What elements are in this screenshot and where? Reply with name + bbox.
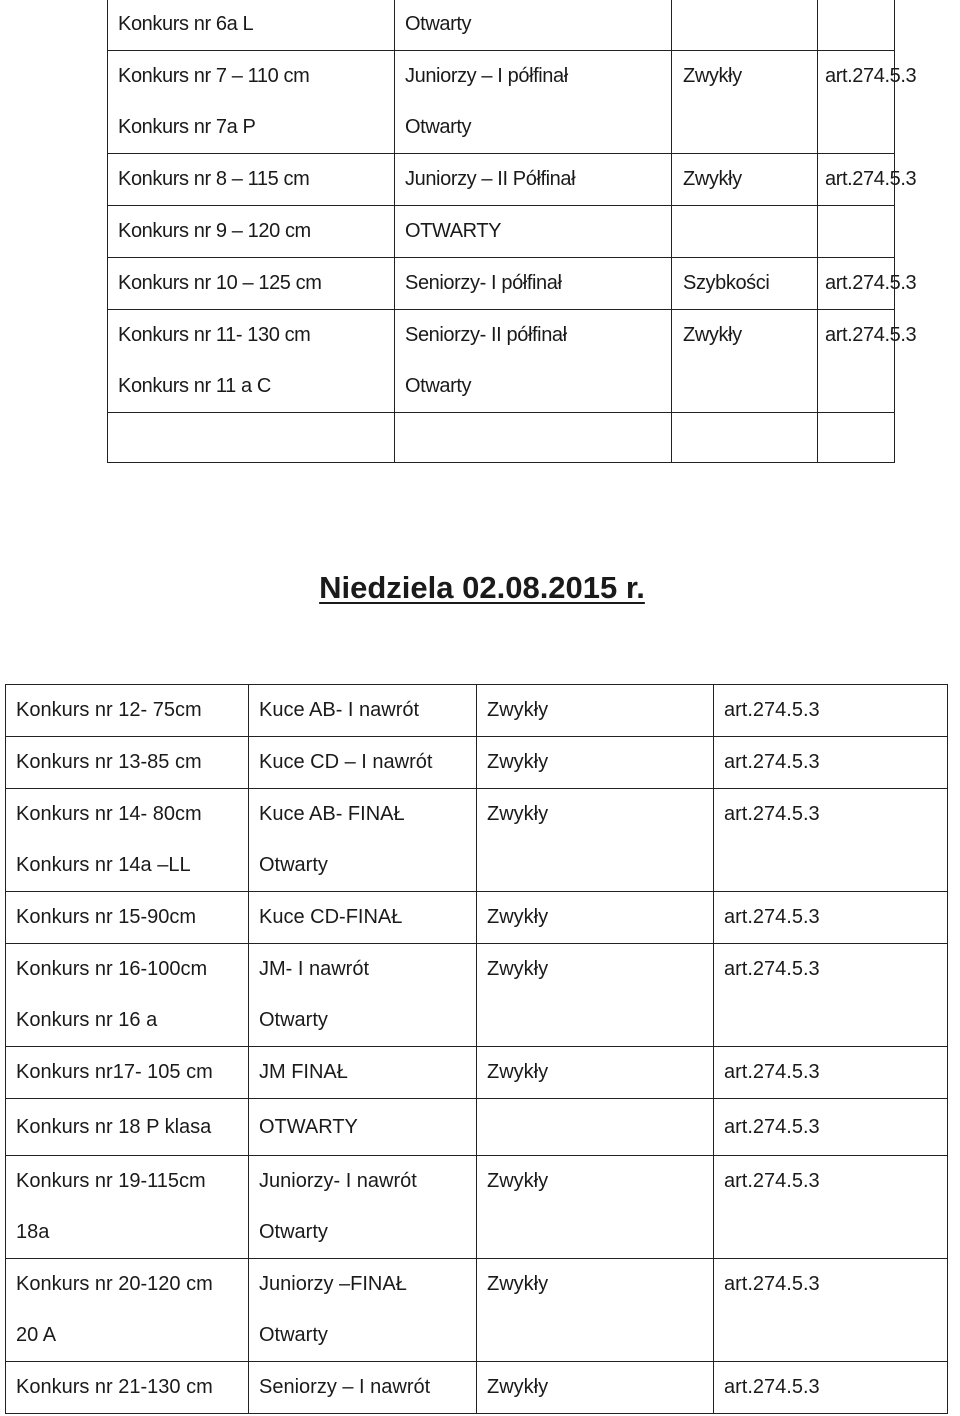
cell-text: Konkurs nr 19-115cm: [16, 1170, 206, 1192]
cell-text: Konkurs nr 7 – 110 cm: [118, 65, 310, 87]
table-row: [108, 154, 895, 206]
cell-text: Zwykły: [487, 1376, 549, 1398]
cell-text: art.274.5.3: [724, 906, 820, 928]
cell-text: Zwykły: [487, 1061, 549, 1083]
table-cell: [6, 1259, 249, 1362]
cell-text: Szybkości: [683, 272, 770, 294]
cell-text: art.274.5.3: [724, 751, 820, 773]
table-row: [6, 789, 948, 892]
table-cell: [395, 310, 672, 413]
table-cell: [477, 789, 714, 892]
cell-text: Konkurs nr 10 – 125 cm: [118, 272, 322, 294]
table-cell: [818, 258, 917, 310]
cell-text: Otwarty: [405, 375, 472, 397]
cell-text: Zwykły: [683, 65, 742, 87]
cell-text: art.274.5.3: [724, 1116, 820, 1138]
cell-text: Konkurs nr 11 a C: [118, 375, 271, 397]
table-cell: [818, 154, 917, 206]
table-cell: [108, 206, 395, 258]
schedule-table-1: [107, 0, 917, 463]
cell-text: Zwykły: [683, 168, 742, 190]
cell-text: JM FINAŁ: [259, 1061, 348, 1083]
table-cell: [395, 206, 672, 258]
cell-text: Otwarty: [259, 854, 328, 876]
table-cell: [818, 206, 895, 258]
table-row: [6, 685, 948, 737]
cell-text: art.274.5.3: [724, 699, 820, 721]
table-cell: [714, 1099, 948, 1156]
table-cell: [714, 944, 948, 1047]
cell-text: Zwykły: [487, 906, 549, 928]
cell-text: Zwykły: [487, 958, 549, 980]
table-cell: [249, 944, 477, 1047]
table-cell: [714, 685, 948, 737]
cell-text: Kuce AB- FINAŁ: [259, 803, 405, 825]
table-cell: [714, 1362, 948, 1414]
table-cell: [395, 51, 672, 154]
table-cell: [818, 310, 917, 413]
cell-text: Zwykły: [487, 1170, 549, 1192]
cell-text: Konkurs nr 13-85 cm: [16, 751, 202, 773]
table-row: [6, 1099, 948, 1156]
table-cell: [249, 1259, 477, 1362]
table-cell: [108, 51, 395, 154]
table-cell: [395, 154, 672, 206]
table-cell: [714, 1259, 948, 1362]
cell-text: OTWARTY: [259, 1116, 358, 1138]
cell-text: Konkurs nr17- 105 cm: [16, 1061, 213, 1083]
table-row: [6, 892, 948, 944]
cell-text: Konkurs nr 6a L: [118, 13, 254, 35]
cell-text: Juniorzy – I półfinał: [405, 65, 568, 87]
table-cell: [395, 0, 672, 51]
empty-table-cell: [395, 413, 672, 463]
cell-text: Otwarty: [259, 1009, 328, 1031]
cell-text: Konkurs nr 18 P klasa: [16, 1116, 212, 1138]
cell-text: 18a: [16, 1221, 50, 1243]
table-cell: [672, 0, 818, 51]
cell-text: Kuce AB- I nawrót: [259, 699, 420, 721]
cell-text: Konkurs nr 8 – 115 cm: [118, 168, 310, 190]
table-cell: [672, 258, 818, 310]
cell-text: Konkurs nr 14- 80cm: [16, 803, 202, 825]
cell-text: art.274.5.3: [825, 65, 917, 87]
schedule-table-2: [5, 684, 948, 1414]
cell-text: art.274.5.3: [724, 1376, 820, 1398]
table-cell: [672, 310, 818, 413]
table-cell: [249, 1099, 477, 1156]
cell-text: Konkurs nr 14a –LL: [16, 854, 191, 876]
cell-text: Juniorzy –FINAŁ: [259, 1273, 407, 1295]
table-cell: [477, 685, 714, 737]
table-cell: [714, 789, 948, 892]
table-cell: [672, 51, 818, 154]
table-cell: [108, 0, 395, 51]
empty-table-cell: [818, 413, 895, 463]
table-row: [6, 944, 948, 1047]
cell-text: art.274.5.3: [724, 1061, 820, 1083]
cell-text: art.274.5.3: [724, 958, 820, 980]
table-row: [108, 51, 895, 154]
cell-text: Zwykły: [487, 751, 549, 773]
cell-text: Otwarty: [259, 1324, 328, 1346]
table-row: [6, 737, 948, 789]
table-cell: [249, 685, 477, 737]
cell-text: Zwykły: [487, 699, 549, 721]
cell-text: Konkurs nr 16-100cm: [16, 958, 208, 980]
cell-text: Otwarty: [259, 1221, 328, 1243]
table-cell: [395, 258, 672, 310]
table-cell: [714, 1047, 948, 1099]
table-cell: [714, 1156, 948, 1259]
empty-table-row: [108, 413, 895, 463]
cell-text: OTWARTY: [405, 220, 502, 242]
cell-text: Juniorzy- I nawrót: [259, 1170, 417, 1192]
cell-text: Seniorzy- I półfinał: [405, 272, 562, 294]
cell-text: art.274.5.3: [724, 1170, 820, 1192]
cell-text: Zwykły: [487, 803, 549, 825]
table-cell: [672, 206, 818, 258]
table-cell: [6, 685, 249, 737]
cell-text: Juniorzy – II Półfinał: [405, 168, 576, 190]
cell-text: Kuce CD – I nawrót: [259, 751, 433, 773]
cell-text: Zwykły: [487, 1273, 549, 1295]
table-row: [6, 1156, 948, 1259]
table-cell: [6, 737, 249, 789]
cell-text: Otwarty: [405, 13, 472, 35]
cell-text: 20 A: [16, 1324, 57, 1346]
table-cell: [714, 737, 948, 789]
table-row: [6, 1259, 948, 1362]
day-heading: Niedziela 02.08.2015 r.: [319, 570, 645, 605]
table-cell: [249, 1156, 477, 1259]
table-cell: [818, 0, 895, 51]
cell-text: Kuce CD-FINAŁ: [259, 906, 403, 928]
schedule-table-1-body: [108, 0, 917, 463]
table-cell: [477, 737, 714, 789]
cell-text: art.274.5.3: [825, 168, 917, 190]
cell-text: Konkurs nr 20-120 cm: [16, 1273, 213, 1295]
table-cell: [108, 310, 395, 413]
table-row: [108, 206, 895, 258]
cell-text: Konkurs nr 11- 130 cm: [118, 324, 311, 346]
schedule-table-2-body: [6, 685, 948, 1414]
cell-text: Seniorzy – I nawrót: [259, 1376, 431, 1398]
table-cell: [249, 737, 477, 789]
table-cell: [6, 1156, 249, 1259]
table-cell: [477, 1259, 714, 1362]
table-cell: [6, 892, 249, 944]
table-cell: [6, 1047, 249, 1099]
table-cell: [477, 1099, 714, 1156]
empty-table-cell: [108, 413, 395, 463]
table-cell: [6, 1099, 249, 1156]
cell-text: art.274.5.3: [825, 272, 917, 294]
cell-text: Seniorzy- II półfinał: [405, 324, 567, 346]
cell-text: Konkurs nr 12- 75cm: [16, 699, 202, 721]
cell-text: Konkurs nr 16 a: [16, 1009, 158, 1031]
table-cell: [477, 944, 714, 1047]
table-cell: [6, 789, 249, 892]
table-cell: [249, 1047, 477, 1099]
cell-text: art.274.5.3: [724, 1273, 820, 1295]
table-cell: [477, 1362, 714, 1414]
cell-text: Konkurs nr 9 – 120 cm: [118, 220, 311, 242]
table-cell: [714, 892, 948, 944]
table-row: [108, 258, 895, 310]
table-cell: [6, 944, 249, 1047]
table-row: [108, 310, 895, 413]
table-row: [6, 1362, 948, 1414]
table-cell: [249, 892, 477, 944]
table-cell: [477, 1156, 714, 1259]
table-cell: [108, 154, 395, 206]
cell-text: JM- I nawrót: [259, 958, 370, 980]
table-cell: [672, 154, 818, 206]
cell-text: Zwykły: [683, 324, 742, 346]
table-cell: [477, 892, 714, 944]
table-row: [108, 0, 895, 51]
table-cell: [6, 1362, 249, 1414]
table-row: [6, 1047, 948, 1099]
table-cell: [108, 258, 395, 310]
table-cell: [249, 1362, 477, 1414]
cell-text: art.274.5.3: [724, 803, 820, 825]
cell-text: art.274.5.3: [825, 324, 917, 346]
cell-text: Otwarty: [405, 116, 472, 138]
table-cell: [477, 1047, 714, 1099]
table-cell: [818, 51, 917, 154]
cell-text: Konkurs nr 7a P: [118, 116, 256, 138]
cell-text: Konkurs nr 21-130 cm: [16, 1376, 213, 1398]
cell-text: Konkurs nr 15-90cm: [16, 906, 197, 928]
empty-table-cell: [672, 413, 818, 463]
table-cell: [249, 789, 477, 892]
